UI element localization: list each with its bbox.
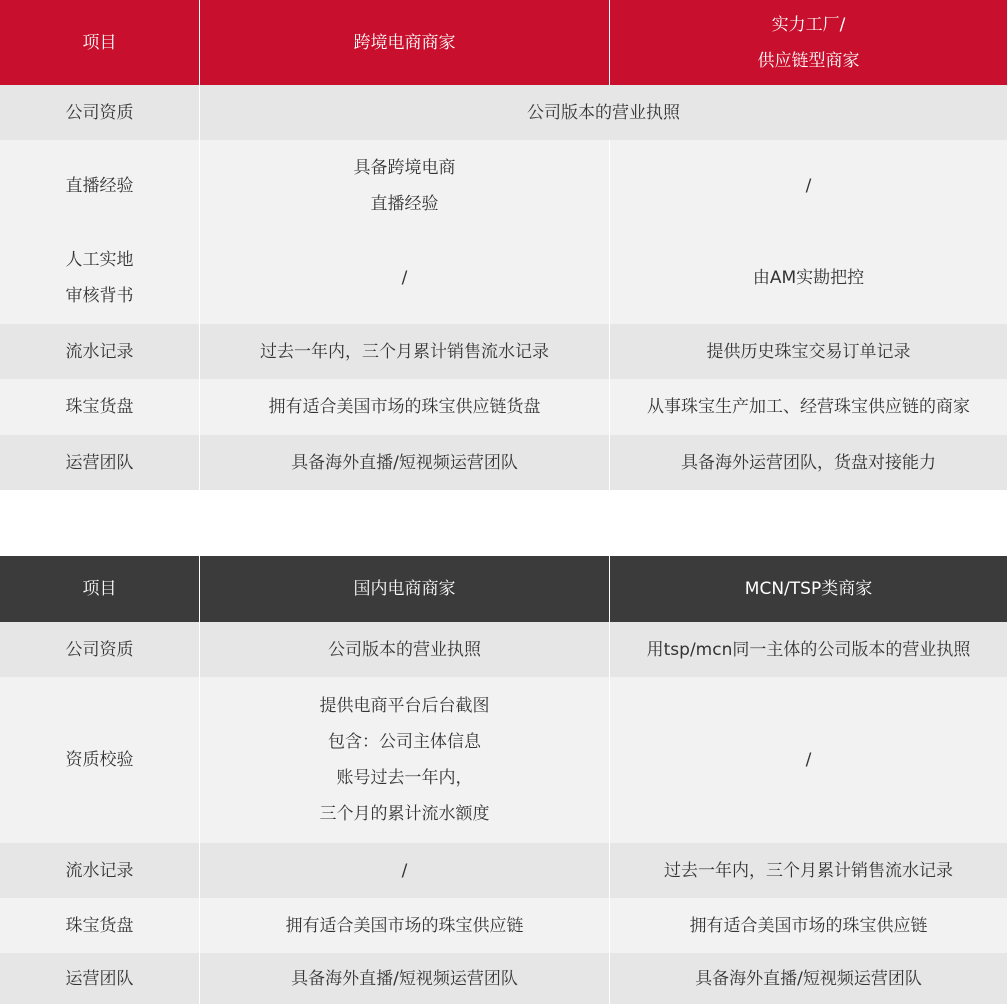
cell: 具备海外直播/短视频运营团队 <box>200 953 610 1004</box>
table-row <box>0 843 1007 898</box>
cell: / <box>805 750 812 770</box>
row-label: 公司资质 <box>0 85 200 140</box>
row-label: 流水记录 <box>0 843 200 898</box>
cell-line: 直播经验 <box>370 194 439 214</box>
table-row <box>0 435 1007 490</box>
cell: / <box>200 843 610 898</box>
table-1-header <box>0 0 1007 85</box>
header-factory-line1: 实力工厂/ <box>771 14 846 35</box>
table-row <box>0 622 1007 677</box>
cell: 用tsp/mcn同一主体的公司版本的营业执照 <box>646 639 971 660</box>
cell: 拥有适合美国市场的珠宝供应链货盘 <box>200 379 610 435</box>
cell: 公司版本的营业执照 <box>200 622 610 677</box>
cell: / <box>200 232 610 324</box>
row-label-line: 人工实地 <box>65 250 134 270</box>
cell-line: 账号过去一年内， <box>336 768 473 788</box>
table-row <box>0 677 1007 843</box>
table-row <box>0 85 1007 140</box>
cell: 从事珠宝生产加工、经营珠宝供应链的商家 <box>647 397 970 417</box>
table-2 <box>0 556 1007 1004</box>
header-item: 项目 <box>0 556 200 622</box>
cell: 拥有适合美国市场的珠宝供应链 <box>200 898 610 953</box>
header-factory-line2: 供应链型商家 <box>757 50 860 71</box>
header-mcn-tsp: MCN/TSP类商家 <box>610 556 1007 622</box>
row-label: 流水记录 <box>0 324 200 379</box>
table-row <box>0 140 1007 232</box>
cell: / <box>805 176 812 196</box>
cell: 提供历史珠宝交易订单记录 <box>706 341 911 362</box>
table-row <box>0 324 1007 379</box>
row-label: 直播经验 <box>0 140 200 232</box>
cell: 具备海外直播/短视频运营团队 <box>695 968 922 989</box>
cell: 由AM实勘把控 <box>752 268 865 288</box>
cell: 具备海外直播/短视频运营团队 <box>200 435 610 490</box>
row-label: 运营团队 <box>0 435 200 490</box>
row-label-line: 审核背书 <box>65 286 134 306</box>
cell-line: 提供电商平台后台截图 <box>319 696 490 716</box>
header-domestic: 国内电商商家 <box>200 556 610 622</box>
table-2-header <box>0 556 1007 622</box>
cell-line: 具备跨境电商 <box>353 158 456 178</box>
cell <box>200 140 610 232</box>
cell: 具备海外运营团队，货盘对接能力 <box>681 452 936 473</box>
cell <box>200 677 610 843</box>
cell: 拥有适合美国市场的珠宝供应链 <box>689 915 928 936</box>
table-row <box>0 953 1007 1004</box>
cell-line: 包含：公司主体信息 <box>328 732 481 752</box>
row-label: 公司资质 <box>0 622 200 677</box>
cell: 过去一年内，三个月累计销售流水记录 <box>200 324 610 379</box>
cell: 过去一年内，三个月累计销售流水记录 <box>664 860 953 881</box>
cell-line: 三个月的累计流水额度 <box>319 804 490 824</box>
row-label: 运营团队 <box>0 953 200 1004</box>
merged-cell: 公司版本的营业执照 <box>527 102 680 123</box>
table-row <box>0 898 1007 953</box>
row-label: 资质校验 <box>0 677 200 843</box>
header-item: 项目 <box>0 0 200 85</box>
row-label: 珠宝货盘 <box>0 898 200 953</box>
table-row <box>0 232 1007 324</box>
table-row <box>0 379 1007 435</box>
header-cross-border: 跨境电商商家 <box>200 0 610 85</box>
row-label <box>0 232 200 324</box>
table-1 <box>0 0 1007 490</box>
header-factory <box>610 0 1007 85</box>
row-label: 珠宝货盘 <box>0 379 200 435</box>
